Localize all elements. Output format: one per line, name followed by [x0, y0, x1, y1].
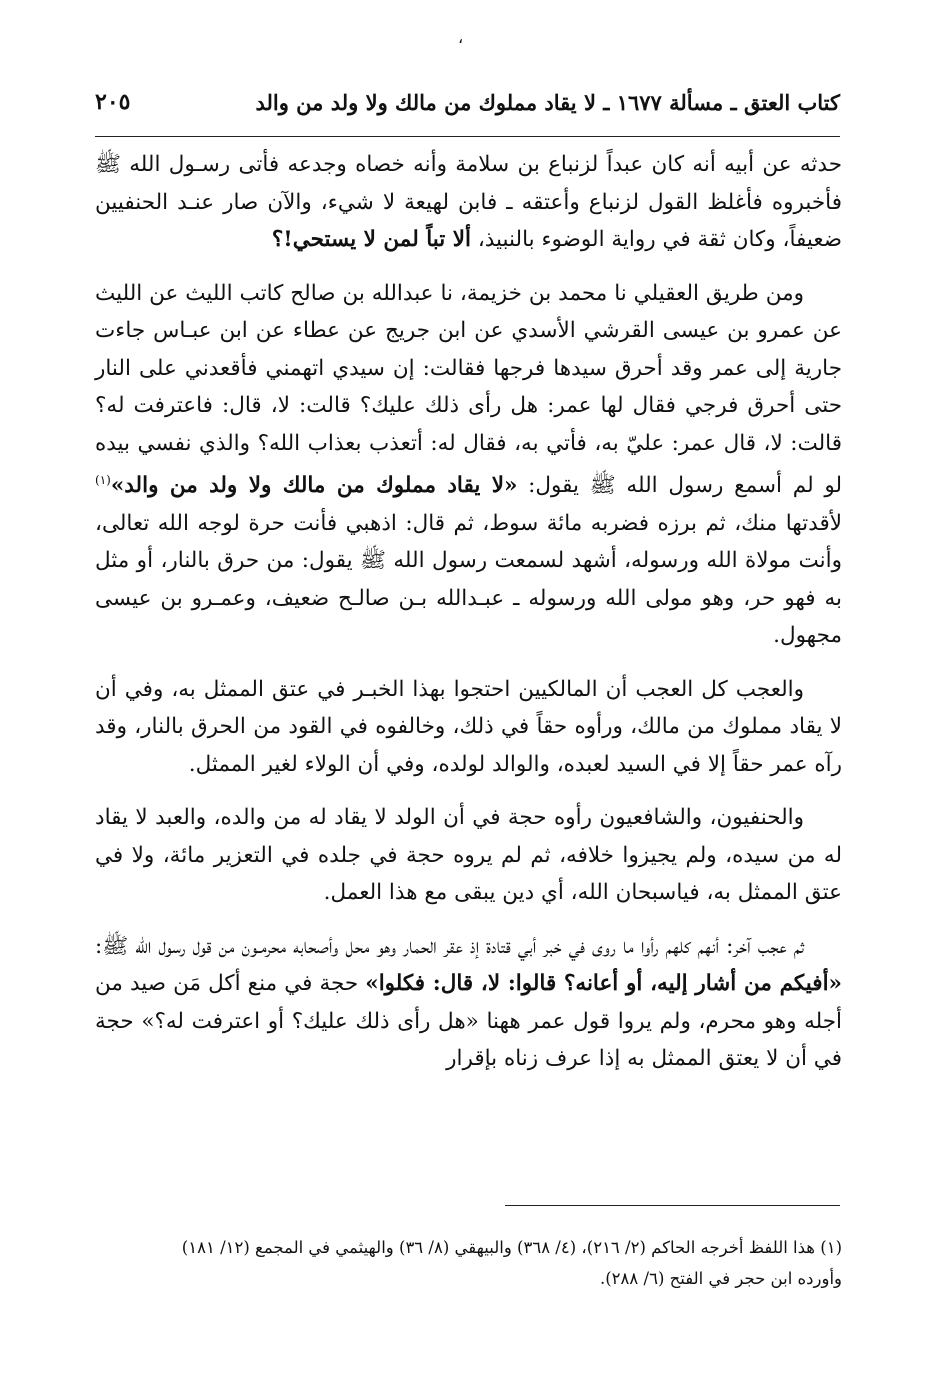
text-run: والعجب كل العجب أن المالكيين احتجوا بهذا الخبـر في عتق الممثل به، وفي أن لا يقاد مملوك من مالك، ورأوه حقاً في ذلك، وخالفوه في القود من الحرق بالنار، وقد رآه عمر حقاً إلا في السيد لعبده، والوالد لولده، وفي أن الولاء لغير الممثل.: [95, 676, 842, 777]
top-mark: ،: [458, 28, 464, 47]
emphasized-text: «لا يقاد مملوك من مالك ولا ولد من والد»: [110, 473, 518, 499]
footnote-line-2: وأورده ابن حجر في الفتح (٦/ ٢٨٨).: [599, 1269, 842, 1288]
text-run: حجة في منع أكل مَن صيد من أجله وهو محرم، ولم يروا قول عمر ههنا «هل رأى ذلك عليك؟ أو اعترفت له؟» حجة في أن لا يعتق الممثل به إذا عرف زناه بإقرار: [95, 971, 842, 1072]
footnote-reference: (١): [95, 473, 111, 487]
paragraph: [95, 928, 842, 1078]
paragraph: [95, 799, 842, 912]
footnote-divider: [505, 1205, 840, 1206]
text-run: لأقدتها منك، ثم برزه فضربه مائة سوط، ثم قال: اذهبي فأنت حرة لوجه الله تعالى، وأنت مولاة الله ورسوله، أشهد لسمعت رسول الله ﷺ يقول: من حرق بالنار، أو مثل به فهو حر، وهو مولى الله ورسوله ـ عبـدالله بـن صالـح ضعيف، وعمـرو بن عيسى مجهول.: [95, 510, 842, 649]
paragraph: [95, 671, 842, 784]
paragraph: [95, 275, 842, 655]
running-header: [95, 84, 840, 120]
paragraph: [95, 146, 842, 259]
text-run: ثم عجب آخر: أنهم كلهم رأوا ما روى في خبر أبي قتادة إذ عقر الحمار وهو محل وأصحابه محرمـون من قول رسول الله ﷺ:: [95, 933, 804, 959]
header-divider: [95, 136, 840, 137]
emphasized-text: «أفيكم من أشار إليه، أو أعانه؟ قالوا: لا، قال: فكلوا»: [365, 971, 842, 997]
footnote: [95, 1232, 842, 1294]
text-run: حدثه عن أبيه أنه كان عبداً لزنباع بن سلامة وأنه خصاه وجدعه فأتى رسـول الله ﷺ فأخبروه فأغلظ القول لزنباع وأعتقه ـ فابن لهيعة لا شيء، والآن صار عنـد الحنفيين ضعيفاً، وكان ثقة في رواية الوضوء بالنبيذ،: [95, 152, 842, 252]
page-number: ٢٠٥: [95, 89, 131, 115]
emphasized-text: ألا تباً لمن لا يستحي!؟: [271, 227, 471, 252]
footnote-line-1: (١) هذا اللفظ أخرجه الحاكم (٢/ ٢١٦)، (٤/ ٣٦٨) والبيهقي (٨/ ٣٦) والهيثمي في المجمع (١٢/ ١٨١): [181, 1238, 842, 1257]
text-run: ومن طريق العقيلي نا محمد بن خزيمة، نا عبدالله بن صالح كاتب الليث عن الليث عن عمرو بن عيسى القرشي الأسدي عن ابن جريج عن عطاء عن ابن عبـاس جاءت جارية إلى عمر وقد أحرق سيدها فرجها فقالت: إن سيدي اتهمني فأقعدني على النار حتى أحرق فرجي فقال لها عمر: هل رأى ذلك عليك؟ قالت: لا، قال: فاعترفت له؟ قالت: لا، قال عمر: عليّ به، فأتي به، فقال له: أتعذب بعذاب الله؟ والذي نفسي بيده لو لم أسمع رسول الله ﷺ يقول:: [95, 280, 843, 499]
header-title: كتاب العتق ـ مسألة ١٦٧٧ ـ لا يقاد مملوك من مالك ولا ولد من والد: [255, 89, 840, 115]
main-text: [95, 146, 842, 1094]
text-run: والحنفيون، والشافعيون رأوه حجة في أن الولد لا يقاد له من والده، والعبد لا يقاد له من سيده، ولم يجيزوا خلافه، ثم لم يروه حجة في جلده في التعزير مائة، ولا في عتق الممثل به، فياسبحان الله، أي دين يبقى مع هذا العمل.: [95, 805, 842, 906]
